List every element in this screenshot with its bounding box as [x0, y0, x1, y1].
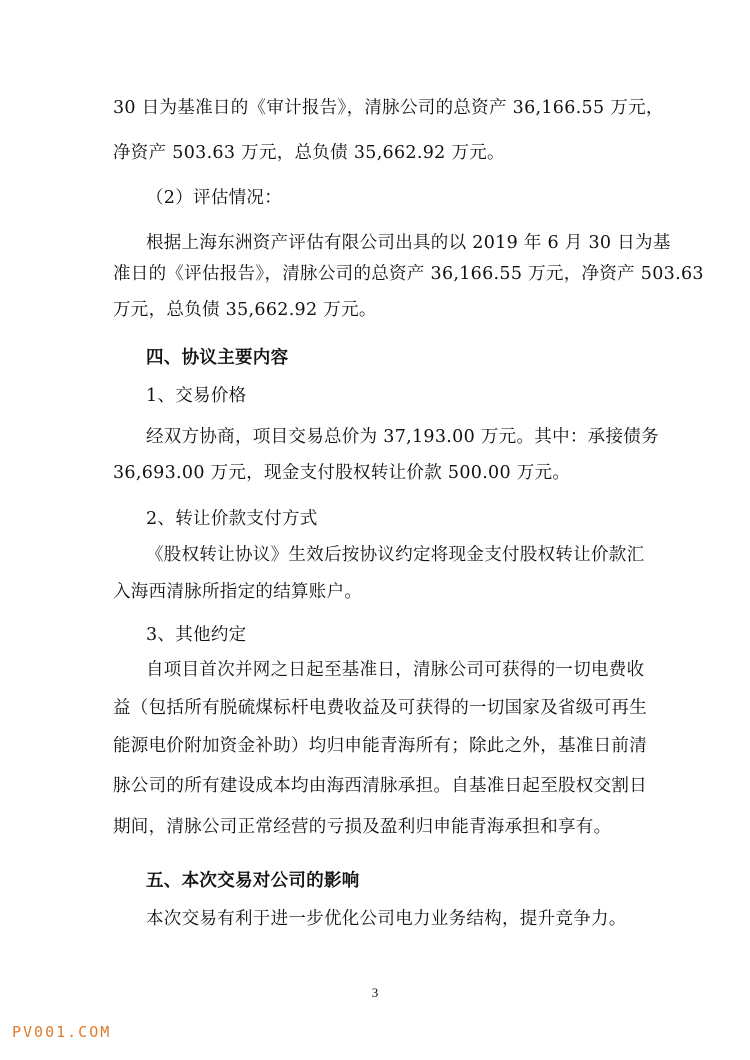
body-text-line: 万元，总负债 35,662.92 万元。	[113, 300, 377, 320]
section-heading: 五、本次交易对公司的影响	[146, 871, 360, 891]
body-text-line: 期间，清脉公司正常经营的亏损及盈利归申能青海承担和享有。	[113, 817, 612, 837]
body-text-line: 净资产 503.63 万元，总负债 35,662.92 万元。	[113, 143, 505, 163]
body-text-line: 30 日为基准日的《审计报告》，清脉公司的总资产 36,166.55 万元，	[113, 98, 664, 118]
watermark-text: PV001.COM	[12, 1023, 112, 1041]
subsection-heading: （2）评估情况：	[146, 188, 283, 208]
section-heading: 四、协议主要内容	[146, 348, 289, 368]
body-text-line: 本次交易有利于进一步优化公司电力业务结构，提升竞争力。	[146, 909, 627, 929]
subsection-heading: 2、转让价款支付方式	[146, 509, 318, 529]
body-text-line: 能源电价附加资金补助）均归申能青海所有；除此之外，基准日前清	[113, 736, 647, 756]
body-text-line: 益（包括所有脱硫煤标杆电费收益及可获得的一切国家及省级可再生	[113, 698, 647, 718]
body-text-line: 准日的《评估报告》，清脉公司的总资产 36,166.55 万元，净资产 503.63	[113, 264, 704, 284]
subsection-heading: 3、其他约定	[146, 625, 247, 645]
body-text-line: 经双方协商，项目交易总价为 37,193.00 万元。其中：承接债务	[146, 427, 659, 447]
body-text-line: 入海西清脉所指定的结算账户。	[113, 582, 363, 602]
body-text-line: 脉公司的所有建设成本均由海西清脉承担。自基准日起至股权交割日	[113, 776, 647, 796]
body-text-line: 《股权转让协议》生效后按协议约定将现金支付股权转让价款汇	[146, 545, 645, 565]
body-text-line: 根据上海东洲资产评估有限公司出具的以 2019 年 6 月 30 日为基	[146, 233, 671, 253]
page-number: 3	[371, 985, 379, 1000]
body-text-line: 自项目首次并网之日起至基准日，清脉公司可获得的一切电费收	[146, 660, 645, 680]
body-text-line: 36,693.00 万元，现金支付股权转让价款 500.00 万元。	[113, 463, 571, 483]
subsection-heading: 1、交易价格	[146, 386, 247, 406]
